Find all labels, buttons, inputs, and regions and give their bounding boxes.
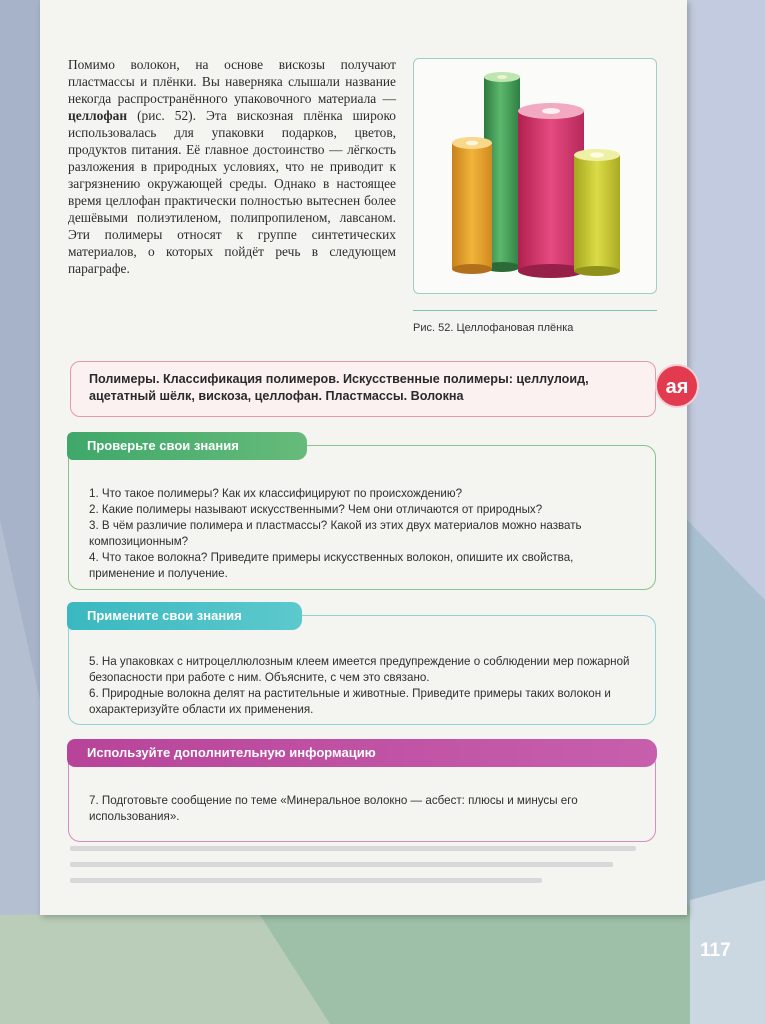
keywords-text: Полимеры. Классификация полимеров. Искусственные полимеры: целлулоид, ацетатный шёлк, вискоза, целлофан. Пластмассы. Волокна (89, 372, 589, 403)
check-knowledge-list (89, 486, 639, 582)
apply-knowledge-title: Примените свои знания (67, 602, 302, 630)
list-item: 7. Подготовьте сообщение по теме «Минеральное волокно — асбест: плюсы и минусы его использования». (89, 794, 578, 823)
figure-52-frame (413, 58, 657, 294)
figure-caption: Рис. 52. Целлофановая плёнка (413, 322, 574, 334)
list-item: 5. На упаковках с нитроцеллюлозным клеем имеется предупреждение о соблюдении мер пожарной безопасности при работе с ним. Объясните, с чем это связано. (89, 655, 630, 684)
yellow-roll (574, 149, 620, 276)
apply-knowledge-box (68, 608, 656, 725)
body-text-part-2: (рис. 52). Эта вискозная плёнка широко использовалась для упаковки подарков, цветов, продуктов питания. Её главное достоинство — лёгкость разложения в природных условиях, что не приводит к загрязнению окружающей среды. Однако в настоящее время целлофан практически полностью вытеснен более дешёвыми полиэтиленом, полипропиленом, лавсаном. Эти полимеры относят к группе синтетических материалов, о которых пойдёт речь в следующем параграфе. (68, 108, 396, 276)
body-text-term: целлофан (68, 108, 128, 123)
extra-info-box (68, 745, 656, 842)
check-knowledge-title: Проверьте свои знания (67, 432, 307, 460)
cellophane-rolls-image (414, 59, 656, 293)
orange-roll (452, 137, 492, 274)
check-knowledge-box (68, 438, 656, 590)
list-item: 2. Какие полимеры называют искусственными? Чем они отличаются от природных? (89, 503, 543, 516)
glossary-icon-letters: ая (665, 376, 689, 398)
bleed-through-text (70, 846, 660, 894)
list-item: 1. Что такое полимеры? Как их классифицируют по происхождению? (89, 487, 463, 500)
figure-divider (413, 310, 657, 311)
extra-info-title: Используйте дополнительную информацию (67, 739, 657, 767)
glossary-icon (654, 363, 700, 409)
list-item: 6. Природные волокна делят на растительные и животные. Приведите примеры таких волокон и охарактеризуйте области их применения. (89, 687, 611, 716)
list-item: 3. В чём различие полимера и пластмассы? Какой из этих двух материалов можно назвать композиционным? (89, 519, 582, 548)
list-item: 4. Что такое волокна? Приведите примеры искусственных волокон, опишите их свойства, применение и получение. (89, 551, 574, 580)
extra-info-list (89, 793, 639, 825)
body-text-part-1: Помимо волокон, на основе вискозы получают пластмассы и плёнки. Вы наверняка слышали название некогда распространённого упаковочного материала — (68, 57, 396, 106)
keywords-box (70, 361, 656, 417)
page-number: 117 (700, 940, 731, 961)
body-paragraph (68, 56, 396, 277)
apply-knowledge-list (89, 654, 639, 718)
